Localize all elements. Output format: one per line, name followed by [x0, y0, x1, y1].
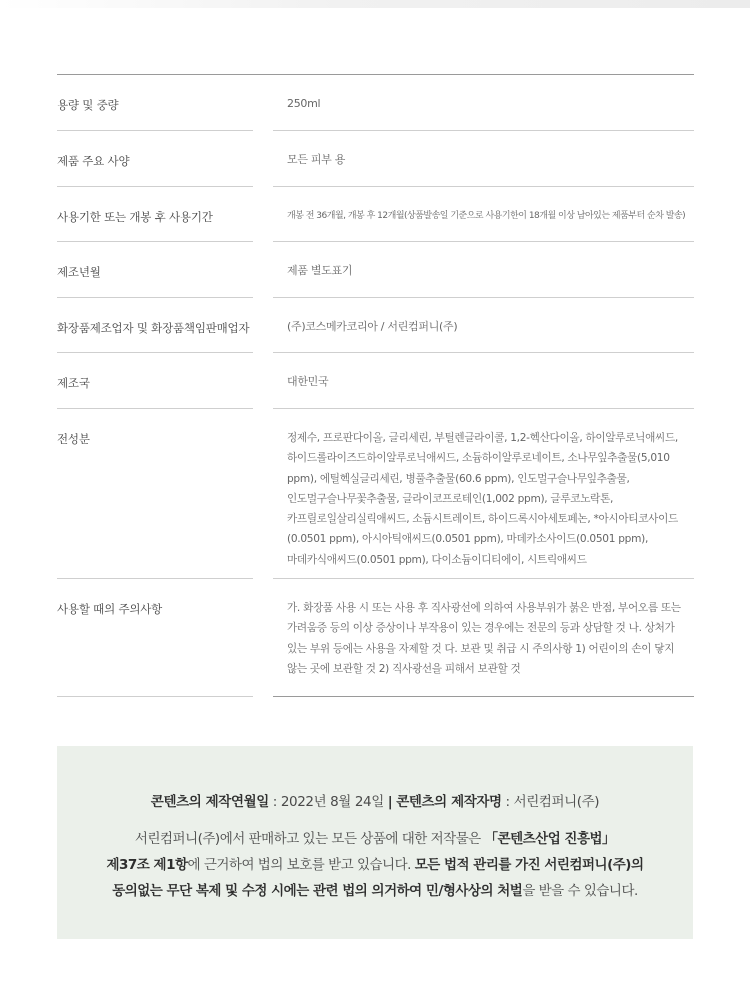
row-label: 사용할 때의 주의사항 [57, 579, 253, 697]
row-label: 화장품제조업자 및 화장품책임판매업자 [57, 298, 253, 353]
table-row-manufacturer [57, 298, 694, 353]
row-label: 용량 및 중량 [57, 75, 253, 131]
meta-separator: | [387, 794, 393, 810]
table-row-volume [57, 75, 694, 131]
row-value: 250ml [273, 75, 694, 131]
row-label: 사용기한 또는 개봉 후 사용기간 [57, 187, 253, 242]
row-value: 가. 화장품 사용 시 또는 사용 후 직사광선에 의하여 사용부위가 붉은 반점, 부어오름 또는 가려움증 등의 이상 증상이나 부작용이 있는 경우에는 전문의 등과 상담할 것 나. 상처가 있는 부위 등에는 사용을 자제할 것 다. 보관 및 취급 시 주의사항 1) 어린이의 손이 닿지 않는 곳에 보관할 것 2) 직사광선을 피해서 보관할 것 [273, 579, 694, 697]
producer-value: 서린컴퍼니(주) [513, 794, 600, 810]
row-value: 모든 피부 용 [273, 131, 694, 187]
copyright-text-part: 을 받을 수 있습니다. [522, 883, 638, 899]
copyright-law-article: 제37조 제1항 [106, 857, 188, 873]
copyright-warning-bold: 모든 법적 관리를 가진 서린컴퍼니(주)의 [414, 857, 644, 873]
row-value: 제품 별도표기 [273, 242, 694, 298]
top-shade [0, 0, 750, 8]
copyright-text-part: 에 근거하여 법의 보호를 받고 있습니다. [187, 857, 415, 873]
row-value: 개봉 전 36개월, 개봉 후 12개월(상품발송일 기준으로 사용기한이 18개월 이상 남아있는 제품부터 순차 발송) [273, 187, 694, 242]
copyright-notice [57, 746, 693, 939]
table-row-caution [57, 579, 694, 697]
table-row-country [57, 353, 694, 409]
copyright-text-part: 서린컴퍼니(주)에서 판매하고 있는 모든 상품에 대한 저작물은 [134, 831, 485, 847]
content-meta: 콘텐츠의 제작연월일 : 2022년 8월 24일 | 콘텐츠의 제작자명 : 서린컴퍼니(주) [150, 794, 600, 810]
table-row-expiry [57, 187, 694, 242]
table-row-ingredients [57, 409, 694, 579]
row-value: (주)코스메카코리아 / 서린컴퍼니(주) [273, 298, 694, 353]
copyright-law-name: 「콘텐츠산업 진흥법」 [484, 831, 616, 847]
row-label: 제조국 [57, 353, 253, 409]
product-info-table [57, 74, 694, 697]
table-row-manufacture-date [57, 242, 694, 298]
row-value: 정제수, 프로판다이올, 글리세린, 부틸렌글라이콜, 1,2-헥산다이올, 하이알루로닉애씨드, 하이드롤라이즈드하이알루로닉애씨드, 소듐하이알루로네이트, 소나무잎추출물(5,010 ppm), 에틸헥실글리세린, 병풀추출물(60.6 ppm), 인도멀구슬나무잎추출물, 인도멀구슬나무꽃추출물, 글라이코프로테인(1,002 ppm), 글루코노락톤, 카프릴로일살리실릭애씨드, 소듐시트레이트, 하이드록시아세토페논, *아시아티코사이드(0.0501 ppm), 아시아틱애씨드(0.0501 ppm), 마데카소사이드(0.0501 ppm), 마데카식애씨드(0.0501 ppm), 다이소듐이디티에이, 시트릭애씨드 [273, 409, 694, 579]
production-date-label: 콘텐츠의 제작연월일 [150, 794, 269, 810]
copyright-warning-bold: 동의없는 무단 복제 및 수정 시에는 관련 법의 의거하여 민/형사상의 처벌 [112, 883, 523, 899]
table-row-spec [57, 131, 694, 187]
row-label: 제품 주요 사양 [57, 131, 253, 187]
copyright-text [73, 826, 677, 904]
production-date-value: 2022년 8월 24일 [280, 794, 384, 810]
row-label: 제조년월 [57, 242, 253, 298]
row-value: 대한민국 [273, 353, 694, 409]
producer-label: 콘텐츠의 제작자명 [396, 794, 502, 810]
row-label: 전성분 [57, 409, 253, 579]
